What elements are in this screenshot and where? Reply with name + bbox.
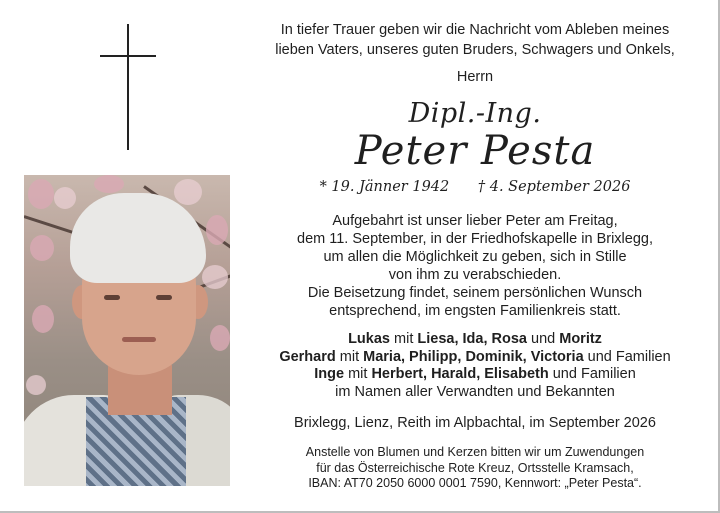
mourners-list xyxy=(240,331,710,384)
intro-line: In tiefer Trauer geben wir die Nachricht vom Ableben meines xyxy=(280,22,670,38)
death-date: † 4. September 2026 xyxy=(477,179,631,195)
birth-date: * 19. Jänner 1942 xyxy=(319,179,450,195)
donation-note: Anstelle von Blumen und Kerzen bitten wir um Zuwendungen für das Österreichische Rote Kreuz, Ortsstelle Kramsach, IBAN: AT70 2050 6000 0001 7590, Kennwort: „Peter Pesta“. xyxy=(305,445,645,490)
intro-line: lieben Vaters, unseres guten Bruders, Schwagers und Onkels, xyxy=(275,42,675,58)
place-date: Brixlegg, Lienz, Reith im Alpbachtal, im September 2026 xyxy=(294,415,656,431)
mourner-row: Inge mit Herbert, Harald, Elisabeth und Familien xyxy=(314,366,636,382)
life-dates xyxy=(240,179,710,195)
mourner-row: Lukas mit Liesa, Ida, Rosa und Moritz xyxy=(348,331,602,347)
burial-paragraph: Die Beisetzung findet, seinem persönlichen Wunsch entsprechend, im engsten Familienkreis statt. xyxy=(307,285,643,319)
relatives-line: im Namen aller Verwandten und Bekannten xyxy=(335,384,615,400)
portrait-photo xyxy=(24,175,230,486)
salutation: Herrn xyxy=(456,69,494,85)
deceased-name: Peter Pesta xyxy=(354,128,596,174)
announcement-intro xyxy=(240,20,710,60)
mourner-row: Gerhard mit Maria, Philipp, Dominik, Victoria und Familien xyxy=(279,348,671,365)
academic-title: Dipl.-Ing. xyxy=(408,98,542,129)
viewing-paragraph: Aufgebahrt ist unser lieber Peter am Freitag, dem 11. September, in der Friedhofskapelle in Brixlegg, um allen die Möglichkeit zu geben, sich in Stille von ihm zu verabschieden. xyxy=(297,213,653,283)
cross-icon xyxy=(100,24,156,150)
